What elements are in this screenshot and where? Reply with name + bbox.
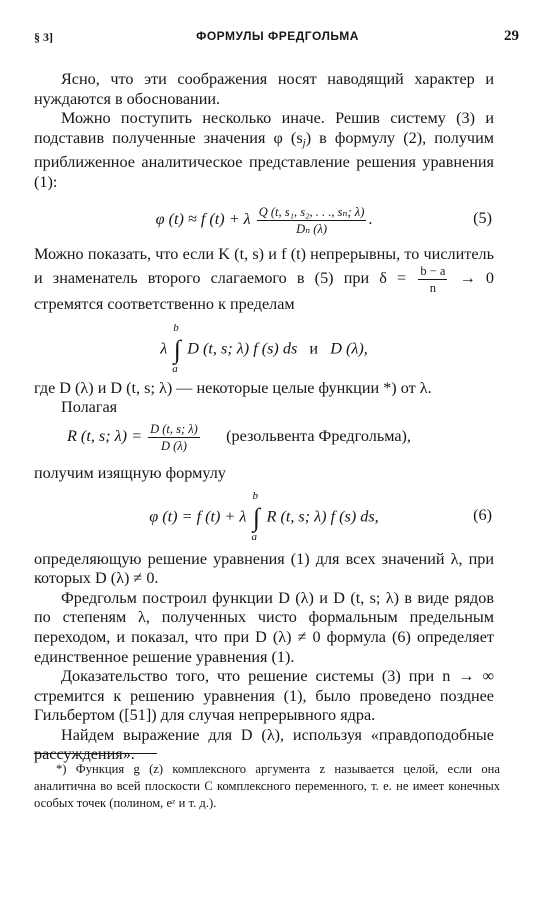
paragraph-2 (34, 109, 494, 192)
integral-upper-limit: b (173, 321, 179, 334)
integral-sign: b ∫ a (172, 321, 181, 375)
resolvent-lhs: R (t, s; λ) = (67, 427, 143, 446)
paragraph-2-subscript: j (302, 136, 306, 149)
equation-6 (34, 488, 494, 550)
equation-5-fraction (257, 205, 367, 236)
equation-6-integrand: R (t, s; λ) f (s) ds, (266, 507, 379, 526)
paragraph-9: Доказательство того, что решение системы (3) при n → ∞ стремится к решению уравнения (1), было проведено позднее Гильбертом ([51]) для случая непрерывного ядра. (34, 667, 494, 725)
equation-6-lhs: φ (t) = f (t) + λ (149, 507, 247, 526)
paragraph-5: Полагая (61, 398, 118, 417)
paragraph-1: Ясно, что эти соображения носят наводящий характер и нуждаются в обосновании. (34, 70, 494, 108)
paragraph-8: Фредгольм построил функции D (λ) и D (t, s; λ) в виде рядов по степеням λ, полученных чисто формальным предельным переходом, и показал, что при D (λ) ≠ 0 формула (6) определяет единственное решение уравнения (1). (34, 588, 494, 666)
integral-6-upper-limit: b (252, 489, 258, 502)
equation-6-body (34, 489, 494, 543)
page-number: 29 (504, 28, 519, 44)
footnote-rule (34, 753, 157, 754)
paragraph-3 (34, 245, 494, 315)
resolvent-equation-body (67, 422, 494, 453)
paragraph-4: где D (λ) и D (t, s; λ) — некоторые целые функции *) от λ. (34, 378, 432, 397)
limits-equation-body (34, 321, 494, 375)
equation-5-numerator: Q (t, s₁, s₂, . . ., sₙ; λ) (258, 204, 365, 219)
paragraph-7: определяющую решение уравнения (1) для всех значений λ, при которых D (λ) ≠ 0. (34, 549, 494, 588)
equation-5-body (34, 205, 494, 236)
page-body (34, 70, 494, 765)
running-header (34, 28, 521, 48)
running-title: ФОРМУЛЫ ФРЕДГОЛЬМА (196, 29, 359, 43)
paragraph-2-text-a: Можно поступить несколько иначе. Решив систему (3) и подставив полученные значения φ (s (34, 109, 494, 147)
lambda-symbol: λ (160, 339, 168, 358)
delta-denominator: n (429, 281, 436, 296)
paragraph-2-text-b: ) в формулу (2), получим приближенное аналитическое представление решения уравнения (1): (34, 128, 494, 191)
integral-6-lower-limit: a (251, 530, 257, 543)
delta-fraction (418, 264, 447, 295)
section-marker: § 3] (34, 30, 53, 44)
resolvent-equation (34, 418, 494, 462)
equation-5-denominator: Dₙ (λ) (296, 221, 328, 236)
limits-equation (34, 321, 494, 379)
resolvent-numerator: D (t, s; λ) (150, 421, 198, 436)
paragraph-3-text-a: Можно показать, что если K (t, s) и f (t) непрерывны, то числитель и знаменатель второго слагаемого в (5) при δ = (34, 244, 494, 288)
delta-numerator: b − a (420, 264, 446, 279)
paragraph-3-text-b: → 0 стремятся соответственно к пределам (34, 269, 495, 314)
equation-6-label: (6) (473, 505, 492, 524)
integral-sign-6: b ∫ a (251, 489, 261, 543)
footnote-text: *) Функция g (z) комплексного аргумента z называется целой, если она аналитична во всей плоскости C комплексного переменного, т. е. не имеет конечных особых точек (полином, eᶻ и т. д.). (34, 762, 500, 810)
conjunction: и (309, 339, 319, 358)
equation-5 (34, 197, 494, 241)
equation-5-label: (5) (473, 208, 492, 227)
equation-5-period: . (368, 209, 373, 228)
resolvent-denominator: D (λ) (161, 438, 187, 453)
footnote (34, 761, 500, 812)
d-lambda: D (λ), (330, 339, 368, 358)
integral-lower-limit: a (172, 362, 178, 375)
paragraph-6: получим изящную формулу (34, 463, 226, 482)
equation-5-lhs: φ (t) ≈ f (t) + λ (155, 209, 251, 228)
integrand: D (t, s; λ) f (s) ds (187, 339, 298, 358)
resolvent-comment: (резольвента Фредгольма), (226, 427, 411, 446)
paragraph-10: Найдем выражение для D (λ), используя «правдоподобные рассуждения». (34, 725, 494, 764)
resolvent-fraction (148, 422, 200, 453)
